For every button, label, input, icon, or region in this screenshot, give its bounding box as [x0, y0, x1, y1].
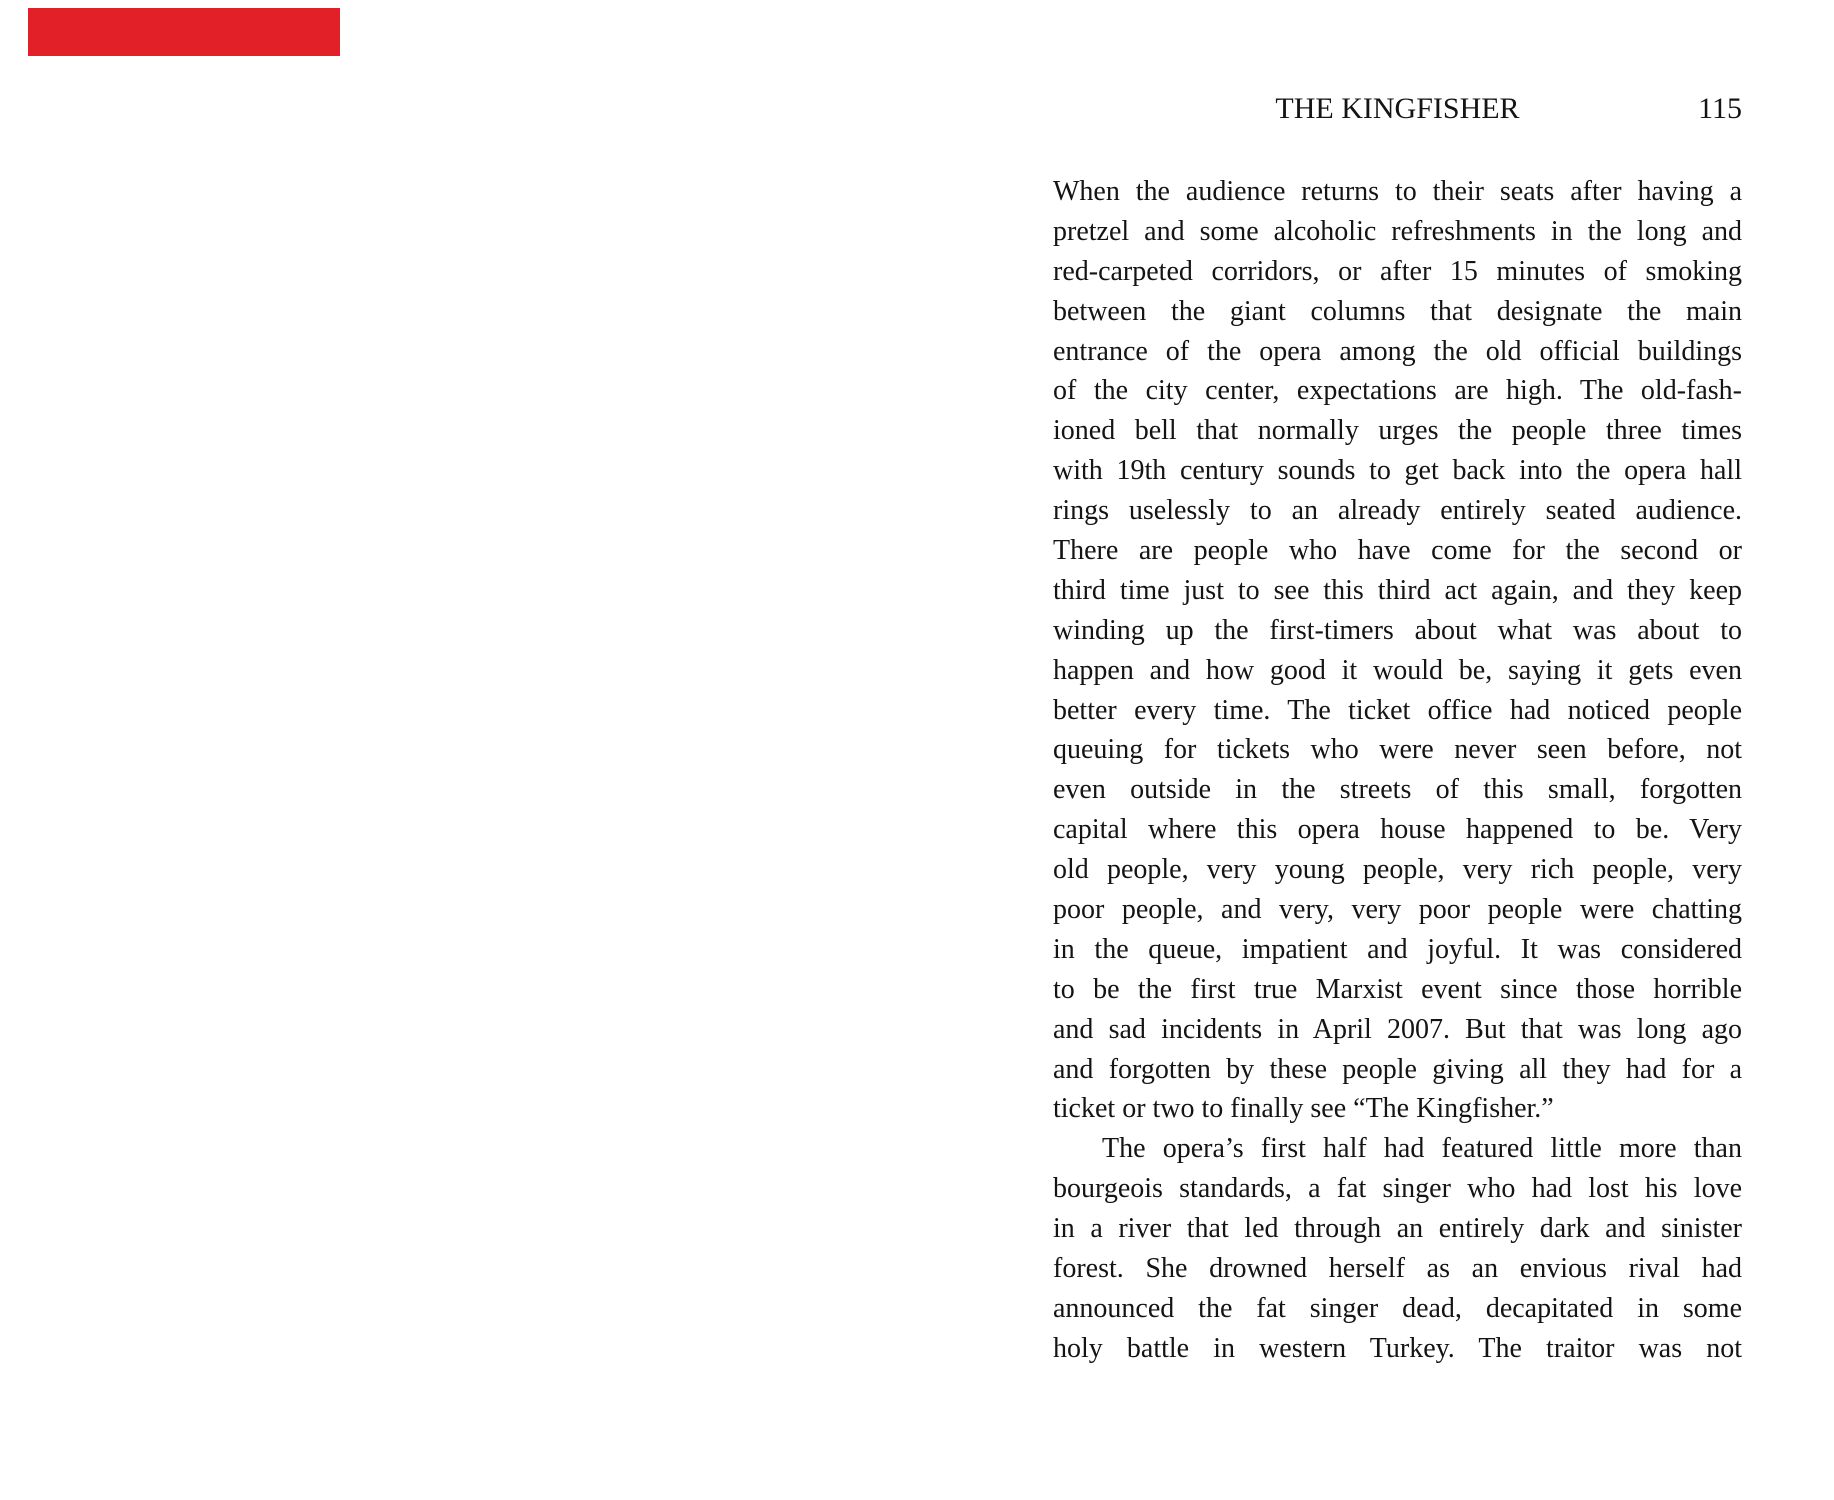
- text-line: old people, very young people, very rich people, very: [1053, 854, 1742, 886]
- text-line: third time just to see this third act again, and they keep: [1053, 574, 1742, 606]
- text-line: bourgeois standards, a fat singer who had lost his love: [1053, 1173, 1742, 1205]
- text-line: capital where this opera house happened to be. Very: [1053, 814, 1742, 846]
- text-line: winding up the first-timers about what was about to: [1053, 614, 1742, 646]
- page-number: 115: [1698, 92, 1742, 125]
- text-line: and forgotten by these people giving all they had for a: [1053, 1053, 1742, 1085]
- text-line: The opera’s first half had featured little more than: [1102, 1133, 1742, 1165]
- text-line: When the audience returns to their seats after having a: [1053, 176, 1742, 207]
- text-line: better every time. The ticket office had noticed people: [1053, 694, 1742, 726]
- text-line: in the queue, impatient and joyful. It was considered: [1053, 933, 1742, 965]
- text-line: poor people, and very, very poor people were chatting: [1053, 894, 1742, 926]
- text-line: happen and how good it would be, saying it gets even: [1053, 654, 1742, 686]
- text-line: with 19th century sounds to get back into the opera hall: [1053, 455, 1742, 487]
- text-line: in a river that led through an entirely dark and sinister: [1053, 1213, 1742, 1245]
- text-line: entrance of the opera among the old official buildings: [1053, 335, 1742, 367]
- text-line: ioned bell that normally urges the people three times: [1053, 415, 1742, 447]
- text-line: and sad incidents in April 2007. But that was long ago: [1053, 1013, 1742, 1045]
- text-line: forest. She drowned herself as an envious rival had: [1053, 1253, 1742, 1285]
- text-line: rings uselessly to an already entirely seated audience.: [1053, 495, 1742, 527]
- running-header: [1053, 94, 1742, 124]
- text-line: ticket or two to finally see “The Kingfisher.”: [1053, 1093, 1554, 1125]
- text-line: to be the first true Marxist event since those horrible: [1053, 973, 1742, 1005]
- text-line: There are people who have come for the second or: [1053, 535, 1742, 567]
- text-line: announced the fat singer dead, decapitated in some: [1053, 1292, 1742, 1324]
- text-line: queuing for tickets who were never seen before, not: [1053, 734, 1742, 766]
- text-line: even outside in the streets of this small, forgotten: [1053, 774, 1742, 806]
- text-line: between the giant columns that designate the main: [1053, 295, 1742, 327]
- running-header-title: THE KINGFISHER: [1275, 92, 1520, 125]
- text-line: red-carpeted corridors, or after 15 minutes of smoking: [1053, 255, 1742, 287]
- text-line: of the city center, expectations are high. The old-fash-: [1053, 375, 1742, 407]
- page-body-text: [1053, 172, 1742, 1369]
- text-line: holy battle in western Turkey. The traitor was not: [1053, 1332, 1742, 1364]
- text-line: pretzel and some alcoholic refreshments in the long and: [1053, 215, 1742, 247]
- red-marker-box: [28, 8, 340, 56]
